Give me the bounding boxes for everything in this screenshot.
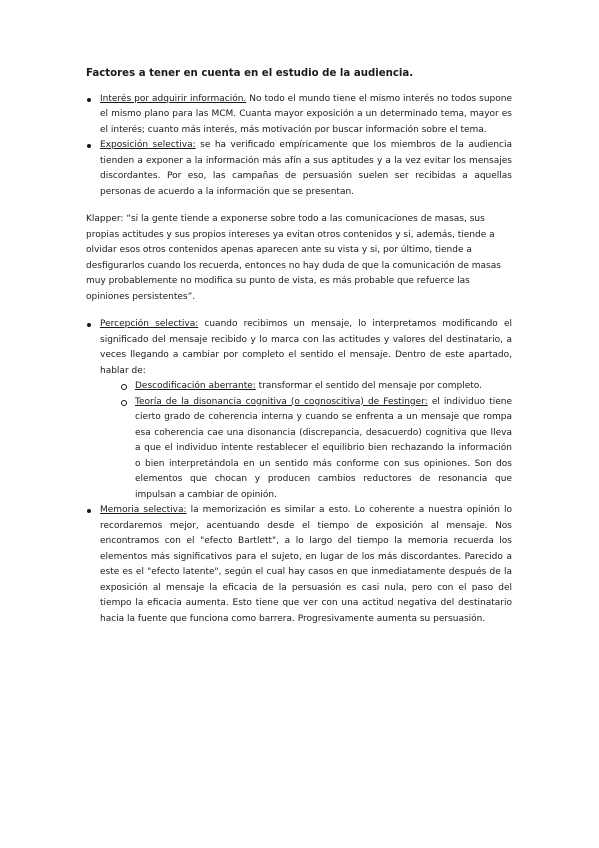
list-item-interest	[86, 92, 512, 139]
term-selective-perception: Percepción selectiva:	[100, 319, 199, 329]
factors-list	[86, 92, 512, 201]
term-cognitive-dissonance: Teoría de la disonancia cognitiva (o cognoscitiva) de Festinger:	[135, 396, 428, 407]
perception-sublist	[100, 379, 512, 503]
subitem-aberrant-decoding	[121, 379, 512, 395]
bullet-icon	[87, 509, 91, 513]
subitem-cognitive-dissonance	[121, 395, 512, 504]
klapper-quote: Klapper: “si la gente tiende a exponerse sobre todo a las comunicaciones de masas, sus propias actitudes y sus propios intereses ya evitan otros contenidos y si, además, tiende a olvidar esos otros contenidos apenas aparecen ante su vista y si, por último, tiende a desfigurarlos cuando los recuerda, entonces no hay duda de que la comunicación de masas muy probablemente no modifica su punto de vista, es más probable que refuerce las opiniones persistentes”.	[86, 214, 501, 302]
term-aberrant-decoding: Descodificación aberrante:	[135, 381, 256, 391]
term-interest: Interés por adquirir información.	[100, 93, 247, 104]
circle-bullet-icon	[121, 384, 127, 390]
factors-list-continued	[86, 317, 512, 627]
text-cognitive-dissonance: el individuo tiene cierto grado de coherencia interna y cuando se enfrenta a un mensaje que rompa esa coherencia cae una disonancia (discrepancia, desacuerdo) cognitiva que lleva a que el individuo intente restablecer el equilibrio bien rechazando la información o bien interpretándola en un sentido más conforme con sus opiniones. Son dos elementos que chocan y producen cambios reductores de resonancia que impulsan a cambiar de opinión.	[135, 396, 512, 500]
text-interest: No todo el mundo tiene el mismo interés no todos supone el mismo plano para las MCM. Cuanta mayor exposición a un determinado tema, mayor es el interés; cuanto más interés, más motivación por buscar información sobre el tema.	[100, 93, 512, 135]
document-content	[86, 66, 512, 627]
text-selective-exposure: se ha verificado empíricamente que los miembros de la audiencia tienden a exponer a la información más afín a sus aptitudes y a la vez evitar los mensajes discordantes. Por eso, las campañas de persuasión suelen ser recibidas a aquellas personas de acuerdo a la información que se presentan.	[100, 140, 512, 197]
term-selective-memory: Memoria selectiva:	[100, 505, 187, 515]
text-selective-memory: la memorización es similar a esto. Lo coherente a nuestra opinión lo recordaremos mejor, acentuando desde el tiempo de exposición al mensaje. Nos encontramos con el "efecto Bartlett", a lo largo del tiempo la memoria recuerda los elementos más significativos para el sujeto, en lugar de los más discordantes. Parecido a este es el "efecto latente", según el cual hay casos en que inmediatamente después de la exposición al mensaje la eficacia de la persuasión es casi nula, pero con el paso del tiempo la eficacia aumenta. Esto tiene que ver con una actitud negativa del destinatario hacia la fuente que funciona como barrera. Progresivamente aumenta su persuasión.	[100, 505, 512, 624]
bullet-icon	[87, 323, 91, 327]
text-selective-perception: cuando recibimos un mensaje, lo interpretamos modificando el significado del mensaje recibido y lo marca con las actitudes y valores del destinatario, a veces llegando a cambiar por completo el sentido el mensaje. Dentro de este apartado, hablar de:	[100, 319, 512, 376]
term-selective-exposure: Exposición selectiva:	[100, 140, 196, 150]
text-aberrant-decoding: transformar el sentido del mensaje por completo.	[255, 381, 483, 391]
list-item-selective-memory	[86, 503, 512, 627]
document-title: Factores a tener en cuenta en el estudio de la audiencia.	[86, 68, 414, 79]
bullet-icon	[87, 98, 91, 102]
list-item-selective-exposure	[86, 138, 512, 200]
circle-bullet-icon	[121, 400, 127, 406]
list-item-selective-perception	[86, 317, 512, 503]
bullet-icon	[87, 144, 91, 148]
